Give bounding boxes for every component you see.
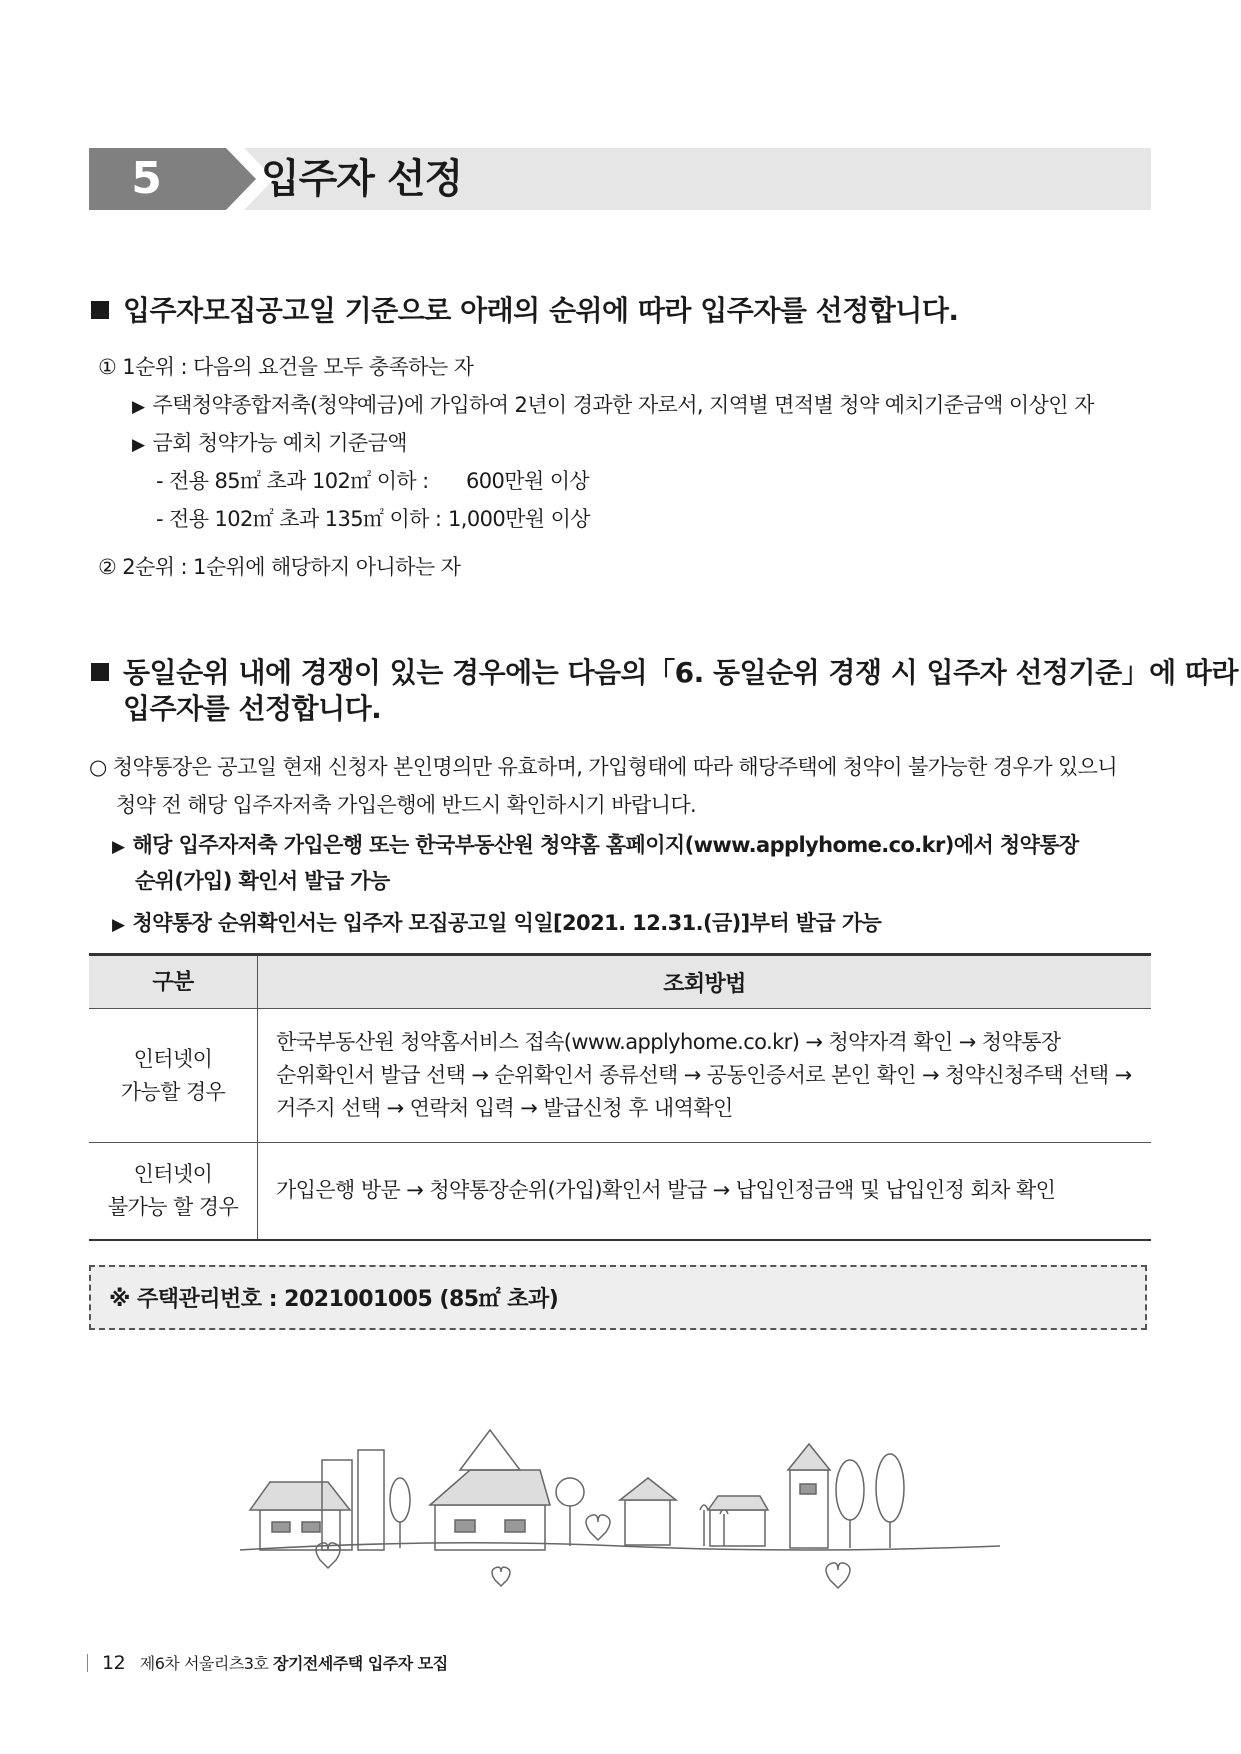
table-cell-method: 한국부동산원 청약홈서비스 접속(www.applyhome.co.kr) → 청약자격 확인 → 청약통장 순위확인서 발급 선택 → 순위확인서 종류선택 → 공동인증서로 본인 확인 → 청약신청주택 선택 → 거주지 선택 → 연락처 입력 → 발급신청 후 내역확인 xyxy=(258,1009,1152,1143)
inquiry-method-table xyxy=(89,953,1151,1241)
section-title: 입주자 선정 xyxy=(261,156,463,202)
village-illustration xyxy=(240,1410,1000,1610)
notice-line-1: ○ 청약통장은 공고일 현재 신청자 본인명의만 유효하며, 가입형태에 따라 해당주택에 청약이 불가능한 경우가 있으니 xyxy=(89,755,1118,779)
table-header-category: 구분 xyxy=(89,955,258,1009)
black-square-icon xyxy=(91,301,109,319)
deposit-row-1-value: 600만원 이상 xyxy=(466,469,590,493)
table-row xyxy=(89,1009,1151,1143)
table-header-row xyxy=(89,955,1151,1009)
heading-tie-rule-cont: 입주자를 선정합니다. xyxy=(123,692,382,725)
bullet-issue-date: ▶ 청약통장 순위확인서는 입주자 모집공고일 익일[2021. 12.31.(금)]부터 발급 가능 xyxy=(112,911,882,935)
rank1-bullet2: ▶ 금회 청약가능 예치 기준금액 xyxy=(132,431,407,455)
deposit-row-2: - 전용 102㎡ 초과 135㎡ 이하 : xyxy=(156,507,442,531)
right-triangle-icon: ▶ xyxy=(132,435,145,455)
bullet-bank-check-cont: 순위(가입) 확인서 발급 가능 xyxy=(135,869,390,893)
footer-title: 장기전세주택 입주자 모집 xyxy=(273,1654,448,1673)
table-cell-category: 인터넷이 가능할 경우 xyxy=(89,1009,258,1143)
rank1-bullet1: ▶ 주택청약종합저축(청약예금)에 가입하여 2년이 경과한 자로서, 지역별 면적별 청약 예치기준금액 이상인 자 xyxy=(132,393,1094,417)
table-cell-method: 가입은행 방문 → 청약통장순위(가입)확인서 발급 → 납입인정금액 및 납입인정 회차 확인 xyxy=(258,1143,1152,1240)
deposit-row-1: - 전용 85㎡ 초과 102㎡ 이하 : xyxy=(156,469,429,493)
page-number: 12 xyxy=(102,1652,126,1674)
footer-series: 제6차 서울리츠3호 xyxy=(139,1654,269,1673)
page-footer xyxy=(87,1652,448,1675)
deposit-row-2-value: 1,000만원 이상 xyxy=(448,507,590,531)
section-number: 5 xyxy=(89,148,204,210)
footer-divider xyxy=(87,1654,88,1672)
housing-management-number-note: ※ 주택관리번호 : 2021001005 (85㎡ 초과) xyxy=(89,1265,1147,1330)
black-square-icon xyxy=(91,663,109,681)
table-header-method: 조회방법 xyxy=(258,955,1152,1009)
notice-line-2: 청약 전 해당 입주자저축 가입은행에 반드시 확인하시기 바랍니다. xyxy=(116,793,697,817)
table-row xyxy=(89,1143,1151,1240)
table-cell-category: 인터넷이 불가능 할 경우 xyxy=(89,1143,258,1240)
right-triangle-icon: ▶ xyxy=(132,397,145,417)
bullet-bank-check: ▶ 해당 입주자저축 가입은행 또는 한국부동산원 청약홈 홈페이지(www.applyhome.co.kr)에서 청약통장 xyxy=(112,833,1079,857)
section-header xyxy=(89,148,1151,210)
heading-tie-rule: 동일순위 내에 경쟁이 있는 경우에는 다음의「6. 동일순위 경쟁 시 입주자 선정기준」에 따라 xyxy=(91,654,1238,692)
right-triangle-icon: ▶ xyxy=(112,915,125,935)
right-triangle-icon: ▶ xyxy=(112,837,125,857)
heading-selection-rule: 입주자모집공고일 기준으로 아래의 순위에 따라 입주자를 선정합니다. xyxy=(91,292,959,330)
rank1-title: ① 1순위 : 다음의 요건을 모두 충족하는 자 xyxy=(98,355,474,379)
rank2-title: ② 2순위 : 1순위에 해당하지 아니하는 자 xyxy=(98,555,461,579)
